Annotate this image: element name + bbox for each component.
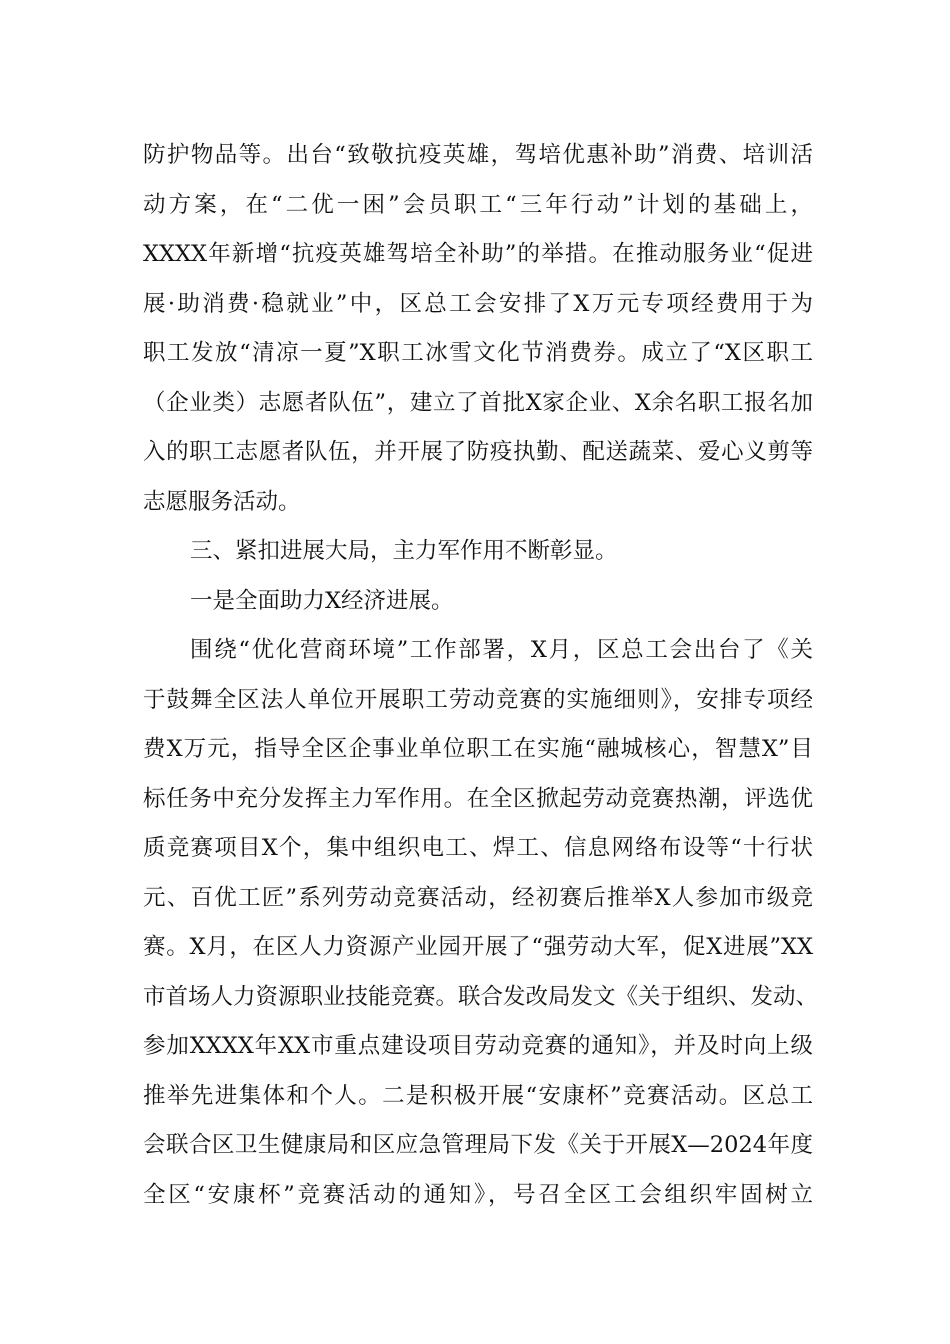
text-line: 动方案，在“二优一困”会员职工“三年行动”计划的基础上， [143, 191, 813, 218]
subsection-heading: 一是全面助力X经济进展。 [190, 587, 454, 614]
text-line: 围绕“优化营商环境”工作部署，X月，区总工会出台了《关 [190, 637, 813, 663]
text-line: 防护物品等。出台“致敬抗疫英雄，驾培优惠补助”消费、培训活 [143, 142, 813, 168]
text-line: 职工发放“清凉一夏”X职工冰雪文化节消费券。成立了“X区职工 [143, 340, 813, 366]
text-line: 推举先进集体和个人。二是积极开展“安康杯”竞赛活动。区总工 [143, 1082, 813, 1109]
text-line: 市首场人力资源职业技能竞赛。联合发改局发文《关于组织、发动、 [143, 983, 819, 1010]
text-line: 入的职工志愿者队伍，并开展了防疫执勤、配送蔬菜、爱心义剪等 [143, 439, 813, 465]
text-line: 展·助消费·稳就业”中，区总工会安排了X万元专项经费用于为 [143, 290, 813, 317]
text-line: 标任务中充分发挥主力军作用。在全区掀起劳动竞赛热潮，评选优 [143, 785, 813, 812]
text-line: 元、百优工匠”系列劳动竞赛活动，经初赛后推举X人参加市级竞 [143, 884, 813, 911]
section-heading: 三、紧扣进展大局，主力军作用不断彰显。 [190, 538, 618, 564]
text-line: 参加XXXX年XX市重点建设项目劳动竞赛的通知》，并及时向上级 [143, 1033, 813, 1059]
text-line: XXXX年新增“抗疫英雄驾培全补助”的举措。在推动服务业“促进 [143, 241, 813, 267]
text-line: 全区“安康杯”竞赛活动的通知》，号召全区工会组织牢固树立 [143, 1181, 813, 1208]
text-line: 于鼓舞全区法人单位开展职工劳动竞赛的实施细则》，安排专项经 [143, 686, 813, 713]
text-line: 志愿服务活动。 [143, 488, 301, 515]
text-line: 费X万元，指导全区企事业单位职工在实施“融城核心，智慧X”目 [143, 736, 813, 762]
text-line: （企业类）志愿者队伍”，建立了首批X家企业、X余名职工报名加 [143, 389, 813, 416]
document-body [143, 131, 819, 1220]
text-line: 赛。X月，在区人力资源产业园开展了“强劳动大军，促X进展”XX [143, 934, 813, 960]
text-line: 质竞赛项目X个，集中组织电工、焊工、信息网络布设等“十行状 [143, 835, 813, 861]
text-line: 会联合区卫生健康局和区应急管理局下发《关于开展X—2024年度 [143, 1132, 813, 1158]
